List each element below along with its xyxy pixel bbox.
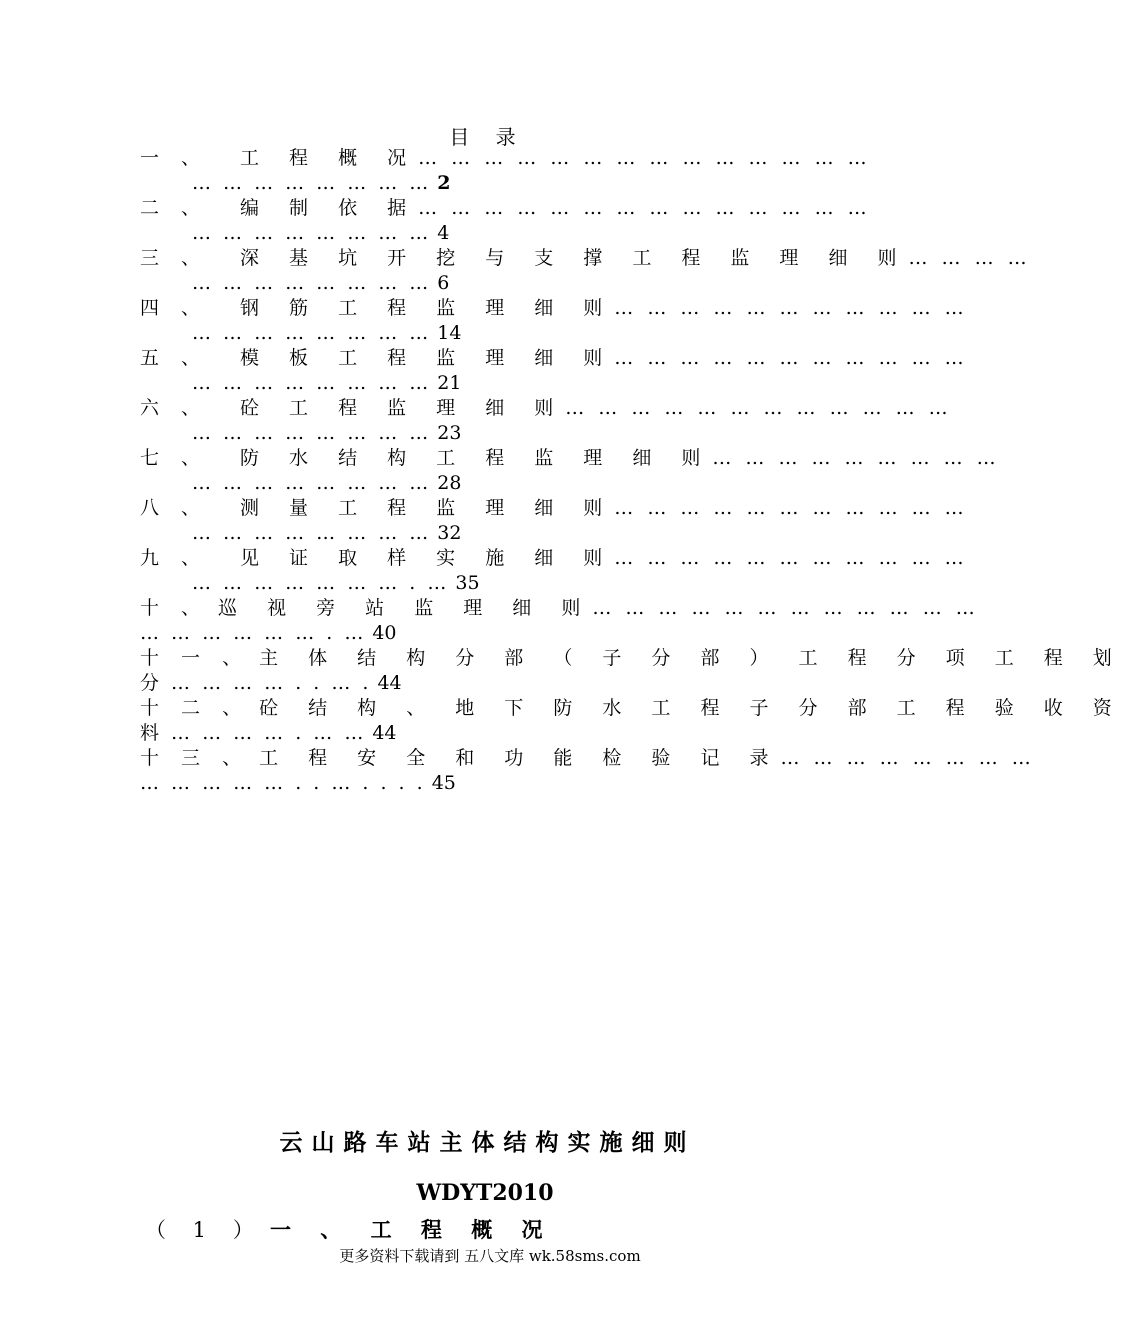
- toc-leader-dots: … … … … … … … …: [192, 322, 432, 344]
- toc-entry: [140, 746, 1035, 796]
- toc-page-number: 2: [437, 172, 451, 194]
- toc-page-number: 44: [377, 672, 402, 694]
- toc-entry: [140, 446, 1000, 496]
- toc-leader-dots: … … … … … … … … … … … …: [592, 597, 979, 619]
- toc-entry-title: 工 程 安 全 和 功 能 检 验 记 录: [259, 747, 781, 769]
- toc-entry-continuation: [140, 671, 402, 696]
- toc-entry: [140, 596, 979, 646]
- toc-entry-title: 深 基 坑 开 挖 与 支 撑 工 程 监 理 细 则: [240, 247, 909, 269]
- toc-leader-dots: 分 … … … … . . … .: [140, 672, 372, 694]
- toc-entry-number: 七 、: [140, 447, 209, 469]
- toc-leader-dots: … … … … … … … … …: [712, 447, 1000, 469]
- toc-entry: [140, 296, 968, 346]
- toc-entry-number: 九 、: [140, 547, 209, 569]
- footer-note: 更多资料下载请到 五八文库 wk.58sms.com: [339, 1247, 641, 1265]
- toc-entry-continuation: [192, 271, 449, 296]
- toc-entry-number: 八 、: [140, 497, 209, 519]
- toc-leader-dots: … … … …: [908, 247, 1031, 269]
- toc-entry-line: [140, 196, 871, 221]
- toc-leader-dots: … … … … … … … …: [192, 172, 432, 194]
- toc-entry-number: 六 、: [140, 397, 209, 419]
- toc-entry-number: 十 、: [140, 597, 209, 619]
- section-number: （ 1 ）: [145, 1218, 264, 1242]
- document-title: 云山路车站主体结构实施细则: [279, 1129, 696, 1156]
- toc-page-number: 6: [437, 272, 450, 294]
- toc-leader-dots: … … … … … … … …: [192, 472, 432, 494]
- toc-entry-continuation: [192, 171, 451, 196]
- toc-entry-continuation: [192, 221, 449, 246]
- toc-entry-number: 一 、: [140, 147, 209, 169]
- toc-leader-dots: … … … … … … … … … … …: [614, 497, 968, 519]
- toc-entry-number: 十 二 、: [140, 697, 250, 719]
- toc-leader-dots: 料 … … … … . … …: [140, 722, 367, 744]
- toc-page-number: 44: [372, 722, 397, 744]
- toc-leader-dots: … … … … … … … …: [192, 222, 432, 244]
- toc-entry-title: 砼 工 程 监 理 细 则: [240, 397, 566, 419]
- toc-entry-line: [140, 446, 1000, 471]
- toc-entry-line: [140, 246, 1031, 271]
- toc-leader-dots: … … … … … … … … … … …: [614, 547, 968, 569]
- toc-entry: [140, 196, 871, 246]
- document-code: WDYT2010: [416, 1180, 554, 1206]
- toc-leader-dots: … … … … … … … . …: [192, 572, 450, 594]
- toc-entry-line: [140, 596, 979, 621]
- toc-entry-number: 十 三 、: [140, 747, 250, 769]
- toc-entry: [140, 496, 968, 546]
- toc-leader-dots: … … … … … … … …: [192, 272, 432, 294]
- toc-entry-title: 工 程 概 况: [240, 147, 419, 169]
- toc-entry: [140, 346, 968, 396]
- toc-entry: [140, 546, 968, 596]
- toc-leader-dots: … … … … … … … …: [192, 372, 432, 394]
- toc-entry-continuation: [140, 721, 397, 746]
- toc-entry-continuation: [192, 571, 480, 596]
- toc-leader-dots: … … … … … … … …: [780, 747, 1035, 769]
- toc-page-number: 4: [437, 222, 450, 244]
- toc-entry: [140, 246, 1031, 296]
- toc-leader-dots: … … … … … . . … . . . .: [140, 772, 426, 794]
- toc-leader-dots: … … … … … … … …: [192, 422, 432, 444]
- toc-entry-continuation: [140, 771, 456, 796]
- toc-leader-dots: … … … … … … … … … … … … … …: [418, 147, 871, 169]
- toc-page-number: 35: [455, 572, 480, 594]
- toc-entry-number: 四 、: [140, 297, 209, 319]
- toc-entry-line: [140, 696, 1124, 721]
- toc-page-number: 21: [437, 372, 462, 394]
- toc-entry-title: 钢 筋 工 程 监 理 细 则: [240, 297, 615, 319]
- toc-page-number: 40: [372, 622, 397, 644]
- toc-entry-continuation: [192, 521, 461, 546]
- section-title: 一 、 工 程 概 况: [270, 1217, 554, 1242]
- toc-page-number: 23: [437, 422, 462, 444]
- toc-entry: [140, 396, 952, 446]
- toc-entry-continuation: [140, 621, 397, 646]
- toc-entry-number: 五 、: [140, 347, 209, 369]
- toc-entry-title: 主 体 结 构 分 部 （ 子 分 部 ） 工 程 分 项 工 程 划: [259, 647, 1124, 669]
- toc-entry-line: [140, 346, 968, 371]
- toc-entry-title: 测 量 工 程 监 理 细 则: [240, 497, 615, 519]
- toc-entry-number: 二 、: [140, 197, 209, 219]
- toc-leader-dots: … … … … … … … … … … … … … …: [418, 197, 871, 219]
- toc-entry-line: [140, 546, 968, 571]
- table-of-contents: [140, 146, 1124, 796]
- toc-entry-title: 防 水 结 构 工 程 监 理 细 则: [240, 447, 713, 469]
- toc-entry-title: 模 板 工 程 监 理 细 则: [240, 347, 615, 369]
- toc-page-number: 32: [437, 522, 462, 544]
- toc-page-number: 45: [431, 772, 456, 794]
- section-heading: [145, 1214, 554, 1242]
- toc-entry-continuation: [192, 371, 461, 396]
- toc-entry-continuation: [192, 471, 461, 496]
- toc-leader-dots: … … … … … … . …: [140, 622, 367, 644]
- toc-entry-line: [140, 146, 871, 171]
- toc-entry-title: 编 制 依 据: [240, 197, 419, 219]
- toc-page-number: 28: [437, 472, 462, 494]
- toc-leader-dots: … … … … … … … … … … … …: [565, 397, 952, 419]
- toc-leader-dots: … … … … … … … … … … …: [614, 297, 968, 319]
- toc-entry-line: [140, 296, 968, 321]
- toc-entry-line: [140, 496, 968, 521]
- toc-entry-number: 三 、: [140, 247, 209, 269]
- toc-entry: [140, 646, 1124, 696]
- toc-entry-number: 十 一 、: [140, 647, 250, 669]
- toc-entry: [140, 146, 871, 196]
- toc-leader-dots: … … … … … … … … … … …: [614, 347, 968, 369]
- toc-leader-dots: … … … … … … … …: [192, 522, 432, 544]
- toc-entry-title: 巡 视 旁 站 监 理 细 则: [218, 597, 593, 619]
- toc-entry-continuation: [192, 421, 461, 446]
- toc-entry-title: 砼 结 构 、 地 下 防 水 工 程 子 分 部 工 程 验 收 资: [259, 697, 1124, 719]
- toc-entry-title: 见 证 取 样 实 施 细 则: [240, 547, 615, 569]
- toc-entry-line: [140, 396, 952, 421]
- toc-entry-continuation: [192, 321, 461, 346]
- toc-entry: [140, 696, 1124, 746]
- toc-entry-line: [140, 746, 1035, 771]
- toc-page-number: 14: [437, 322, 462, 344]
- toc-title: 目 录: [449, 125, 526, 149]
- toc-entry-line: [140, 646, 1124, 671]
